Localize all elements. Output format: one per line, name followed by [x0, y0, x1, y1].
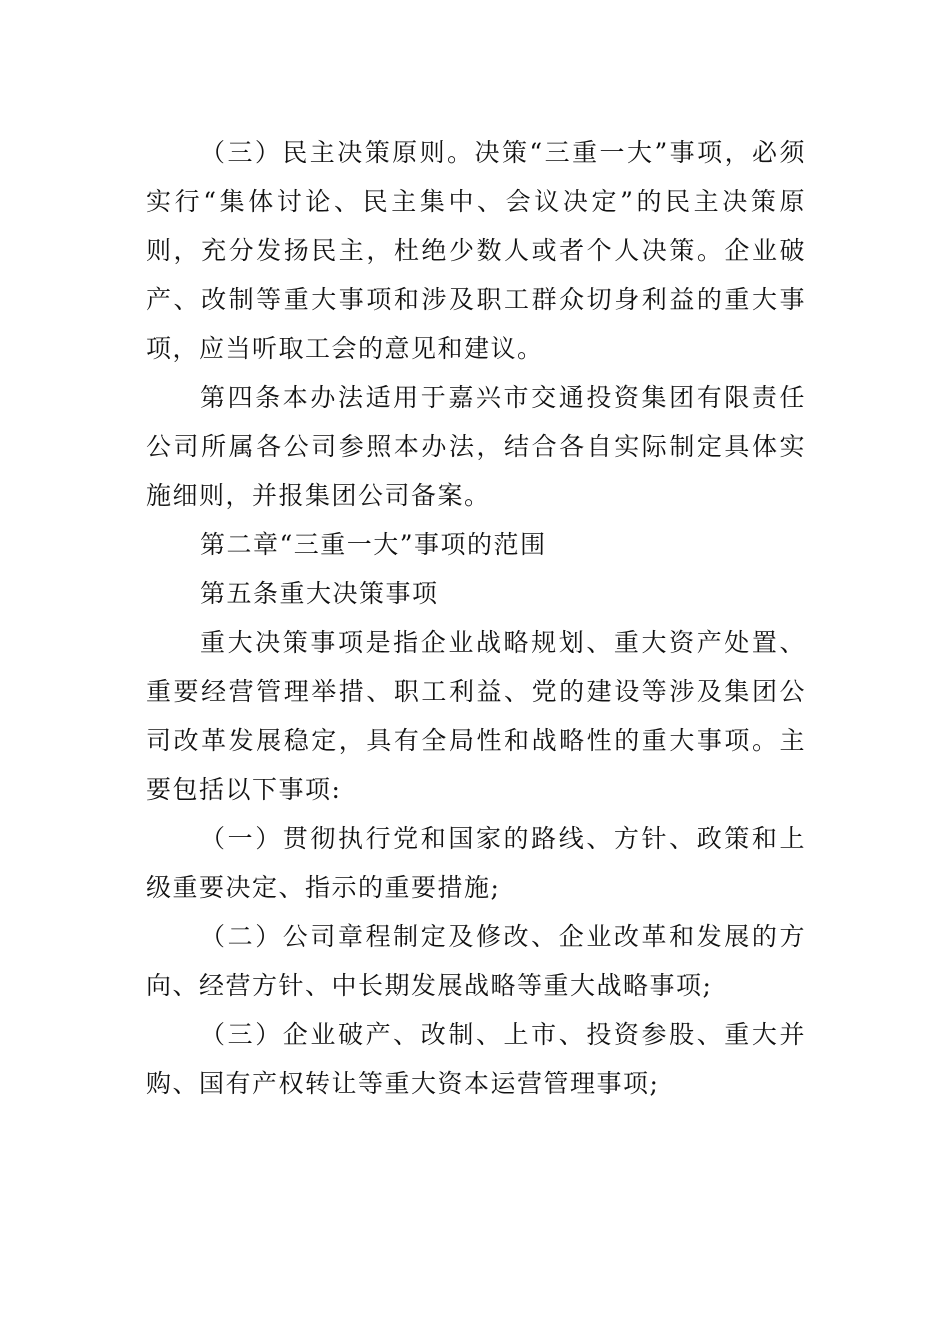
paragraph-democratic-principle: （三）民主决策原则。决策“三重一大”事项，必须实行“集体讨论、民主集中、会议决定”的民主决策原则，充分发扬民主，杜绝少数人或者个人决策。企业破产、改制等重大事项和涉及职工群众切身利益的重大事项，应当听取工会的意见和建议。 [146, 138, 806, 363]
list-item-3: （三）企业破产、改制、上市、投资参股、重大并购、国有产权转让等重大资本运营管理事项; [146, 1020, 806, 1098]
paragraph-article-4: 第四条本办法适用于嘉兴市交通投资集团有限责任公司所属各公司参照本办法，结合各自实际制定具体实施细则，并报集团公司备案。 [146, 383, 806, 510]
list-item-1: （一）贯彻执行党和国家的路线、方针、政策和上级重要决定、指示的重要措施; [146, 824, 806, 902]
chapter-2-heading: 第二章“三重一大”事项的范围 [200, 530, 547, 559]
paragraph-major-decisions: 重大决策事项是指企业战略规划、重大资产处置、重要经营管理举措、职工利益、党的建设等涉及集团公司改革发展稳定，具有全局性和战略性的重大事项。主要包括以下事项: [146, 628, 806, 804]
list-item-2: （二）公司章程制定及修改、企业改革和发展的方向、经营方针、中长期发展战略等重大战略事项; [146, 922, 806, 1000]
document-body [146, 128, 806, 1108]
article-5-heading: 第五条重大决策事项 [200, 579, 439, 608]
